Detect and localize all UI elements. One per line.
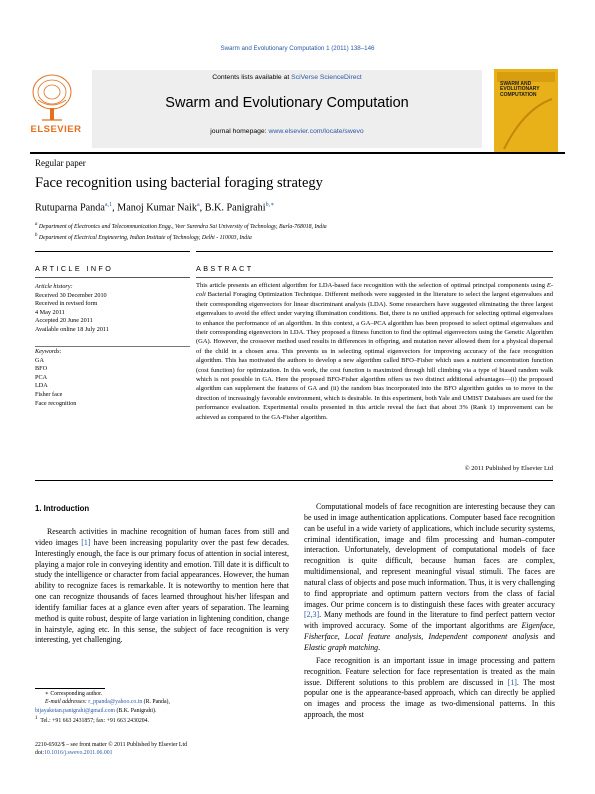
article-title: Face recognition using bacterial foraging strategy xyxy=(35,175,323,191)
abstract-text: Bacterial Foraging Optimization Technique. Different methods were suggested in the literature to select the largest eigenvalues and their corresponding eigenvectors for linear discriminant analysis (LDA). Some researchers have suggested eliminating the three largest eigenvalues to avoid the effect under varying illumination conditions. But, there is no unified approach for selecting optimal eigenvalues to enhance the performance of an algorithm. In this context, a GA–PCA algorithm has been proposed to select optimal eigenvalues and their corresponding eigenvectors in LDA. They proposed a fitness function to find the optimal eigenvectors using the Genetic Algorithm (GA). However, the crossover method used results in differences in offspring, and mutation never allowed them for a physical dispersal of the child in a chosen area. This prevents us in selecting optimal eigenvectors for improving accuracy of the face recognition algorithm. This has motivated the authors to develop a new algorithm called BFO–Fisher which uses a nutrient concentration function (cost function) for optimization. In this work, the cost function is maximized through hill climbing via a type of biased random walk which is not possible in GA. Here the proposed BFO-Fisher algorithm offers us two distinct additional advantages—(i) the proposed algorithm can supplement the features of GA and (ii) the random bias incorporated into the BFO algorithm guides us to move in the direction of increasingly favorable environment, which is desirable. In this experiment, both Yale and UMIST Databases are used for the performance evaluation. Experimental results presented in this article reveal the fact that about 3% (Rank 1) improvement can be achieved as compared to the GA-Fisher algorithm. xyxy=(196,291,553,421)
email-note xyxy=(35,698,289,706)
footnote-mark: 1 xyxy=(35,716,38,722)
sciencedirect-link[interactable]: SciVerse ScienceDirect xyxy=(291,74,362,81)
section-heading: 1. Introduction xyxy=(35,504,90,513)
paragraph-text: . Many methods are found in the literature to find perfect pattern vector with improved accuracy. Some of the important algorithms are xyxy=(304,610,555,631)
email-link[interactable]: r_ppanda@yahoo.co.in xyxy=(88,699,143,706)
divider xyxy=(35,480,553,481)
divider xyxy=(196,251,553,252)
paragraph-text-italic: Eigenface, Fisherface, Local feature analysis, Independent component analysis xyxy=(304,621,555,642)
affiliation xyxy=(35,222,327,230)
keyword: Face recognition xyxy=(35,399,77,407)
article-info-heading: ARTICLE INFO xyxy=(35,264,114,273)
issn-block xyxy=(35,741,187,757)
journal-homepage-link[interactable]: www.elsevier.com/locate/swevo xyxy=(268,128,364,135)
copyright-notice: © 2011 Published by Elsevier Ltd xyxy=(464,465,553,472)
affiliation-mark: a xyxy=(35,222,38,227)
keyword: BFO xyxy=(35,365,48,373)
author-marks[interactable]: b,∗ xyxy=(265,202,275,208)
footnote-rule xyxy=(35,688,105,689)
divider xyxy=(35,346,190,347)
body-column-right xyxy=(304,502,555,721)
paragraph-text: have been increasing popularity over the past few decades. Interestingly enough, the face is our primary focus of attention in social interest, playing a major role in conveying identity and emotion. Till date it is difficult to study the intelligence or character from facial appearances. However, the human ability to recognize faces is remarkable. It is noteworthy to mention here that one can recognize thousands of faces learned throughout his/her lifespan and identify familiar faces at a glance even after years of separation. The learning method is quite robust, despite of large variation in lightening condition, change in hairstyle, aging etc. In this sense, the subject of face recognition is very interesting, yet challenging. xyxy=(35,537,290,645)
affiliation-text: Department of Electrical Engineering, Indian Institute of Technology, Delhi - 110003, India xyxy=(38,234,252,241)
history-entry: Accepted 20 June 2011 xyxy=(35,317,93,325)
author-name: Manoj Kumar Naik xyxy=(117,202,197,214)
email-owner: (B.K. Panigrahi). xyxy=(115,707,157,714)
doi-prefix: doi: xyxy=(35,750,45,757)
paragraph-text-italic: Elastic graph matching xyxy=(304,642,379,652)
affiliation-mark: b xyxy=(35,233,38,238)
abstract-body xyxy=(196,281,553,422)
contents-available-line xyxy=(92,74,482,81)
paragraph xyxy=(35,527,289,646)
keyword: LDA xyxy=(35,382,48,390)
journal-title: Swarm and Evolutionary Computation xyxy=(165,95,409,111)
paragraph xyxy=(304,656,555,721)
doi-line xyxy=(35,749,187,757)
author-marks[interactable]: a,1 xyxy=(104,202,113,208)
history-entry: Received in revised form xyxy=(35,300,98,308)
author-list: Rutuparna Panda$^{a,1}$, Manoj Kumar Naik$^a$, B.K. Panigrahi$^{b,∗}$ xyxy=(35,202,275,214)
citation-link[interactable]: [1] xyxy=(507,677,517,687)
history-entry: 4 May 2011 xyxy=(35,308,65,316)
keywords-label: Keywords: xyxy=(35,348,62,355)
affiliation-text: Department of Electronics and Telecommunication Engg., Veer Surendra Sai University of Technology, Burla-768018, India xyxy=(38,223,327,230)
paragraph-text: . The most popular one is the appearance-based approach, which can directly be applied on images and process the image as two-dimensional patterns. In this approach, the most xyxy=(304,677,555,720)
running-head: Swarm and Evolutionary Computation 1 (2011) 138–146 xyxy=(220,45,375,52)
footnotes xyxy=(35,690,289,726)
paragraph-text: and xyxy=(538,632,556,642)
paragraph-text: Computational models of face recognition are interesting because they can be used in image authentication applications. Computer based face recognition can be useful in a wide variety of applications, which include security systems, criminal identification, image and film processing and human–computer interaction. Unfortunately, development of computational models of face recognition is quite difficult, because human faces are complex, multidimensional, and represent meaningful visual stimuli. The faces are natural class of objects and pose much information. Thus, it is very challenging to find appropriate and optimum pattern vectors from the class of facial images. Our prime concern is to distinguish these faces with greater accuracy xyxy=(304,502,555,609)
email-owner: (R. Panda), xyxy=(142,699,170,706)
divider xyxy=(35,277,190,278)
elsevier-tree-logo xyxy=(30,70,75,132)
telephone-note xyxy=(35,715,289,725)
doi-link[interactable]: 10.1016/j.swevo.2011.06.001 xyxy=(44,750,113,757)
citation-link[interactable]: [1] xyxy=(81,537,91,547)
email-note-continued xyxy=(35,707,289,715)
author-name: Rutuparna Panda xyxy=(35,202,105,214)
cover-title: SWARM AND EVOLUTIONARY COMPUTATION xyxy=(500,81,540,98)
publisher-wordmark: ELSEVIER xyxy=(30,124,82,135)
paragraph-text: . xyxy=(378,642,381,652)
keyword: Fisher face xyxy=(35,390,63,398)
author-marks[interactable]: a xyxy=(196,202,200,208)
paragraph-text: Research activities in machine recognition of human faces from still and video images xyxy=(35,527,289,547)
email-label: E-mail addresses: xyxy=(45,699,89,706)
article-type: Regular paper xyxy=(35,158,86,168)
abstract-heading: ABSTRACT xyxy=(196,264,254,273)
corresponding-author-note: ∗ Corresponding author. xyxy=(45,691,103,697)
journal-homepage-line xyxy=(92,128,482,135)
keyword: PCA xyxy=(35,373,48,381)
divider xyxy=(35,251,190,252)
history-entry: Available online 18 July 2011 xyxy=(35,325,109,333)
paragraph xyxy=(304,502,555,654)
citation-link[interactable]: [2,3] xyxy=(304,610,320,620)
keyword: GA xyxy=(35,356,44,364)
article-history xyxy=(35,283,190,335)
affiliation xyxy=(35,233,252,241)
abstract-text-italic: E-coli xyxy=(196,282,553,299)
keywords xyxy=(35,348,190,408)
history-entry: Received 30 December 2010 xyxy=(35,291,107,299)
masthead-rule xyxy=(30,152,565,154)
homepage-prefix: journal homepage: xyxy=(210,128,269,135)
issn-line: 2210-6502/$ – see front matter © 2011 Published by Elsevier Ltd xyxy=(35,742,187,748)
abstract-text: This article presents an efficient algorithm for LDA-based face recognition with the selection of optimal principal components using xyxy=(196,282,547,289)
author-name: B.K. Panigrahi xyxy=(204,202,266,214)
contents-prefix: Contents lists available at xyxy=(212,74,292,81)
history-label: Article history: xyxy=(35,283,73,290)
email-link[interactable]: bijayaketan.panigrahi@gmail.com xyxy=(35,707,116,714)
divider xyxy=(196,277,553,278)
paragraph-text: Face recognition is an important issue in image processing and pattern recognition. Feature selection for face representation is treated as the main issue. Different solutions to this problem are discussed in xyxy=(304,655,555,687)
telephone-text: Tel.: +91 663 2431857; fax: +91 663 2430204. xyxy=(40,718,150,725)
body-column-left xyxy=(35,527,289,646)
